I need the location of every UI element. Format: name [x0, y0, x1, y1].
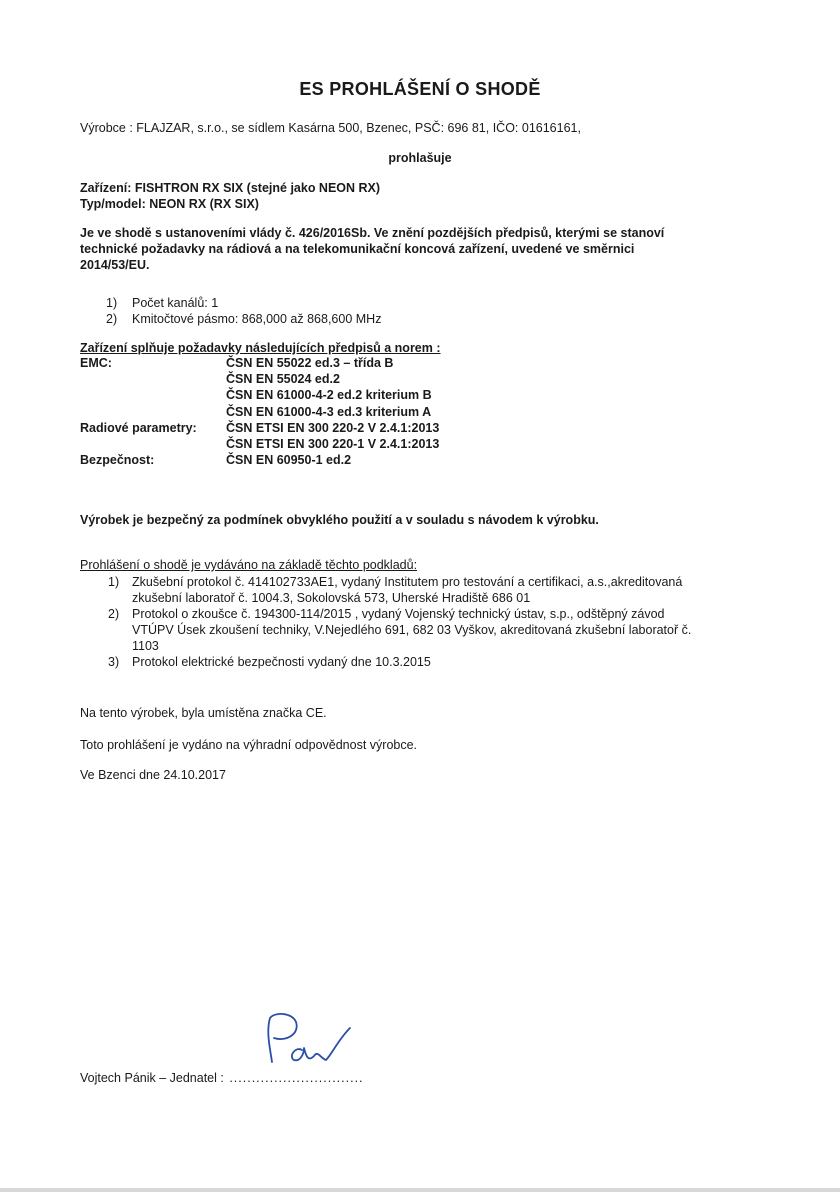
list-item [106, 311, 666, 327]
standard-value: ČSN ETSI EN 300 220-2 V 2.4.1:2013 [226, 420, 440, 435]
standard-category: Bezpečnost: [80, 453, 155, 468]
parameter-text: Počet kanálů: 1 [132, 296, 219, 310]
list-number: 2) [108, 607, 120, 621]
list-number: 2) [106, 312, 118, 326]
standard-value: ČSN EN 55022 ed.3 – třída B [226, 356, 394, 370]
table-row [80, 452, 439, 468]
basis-text: Zkušební protokol č. 414102733AE1, vydaný Institutem pro testování a certifikaci, a.s.,akreditovaná zkušební laboratoř č. 1004.3, Sokolovská 573, Uherské Hradiště 686 01 [132, 575, 683, 605]
responsibility-statement: Toto prohlášení je vydáno na výhradní odpovědnost výrobce. [80, 738, 418, 752]
manufacturer-line: Výrobce : FLAJZAR, s.r.o., se sídlem Kasárna 500, Bzenec, PSČ: 696 81, IČO: 01616161, [80, 121, 581, 135]
list-item [108, 574, 700, 606]
basis-text: Protokol o zkoušce č. 194300-114/2015 , vydaný Vojenský technický ústav, s.p., odštěpný závod VTÚPV Úsek zkoušení techniky, V.Nejedlého 691, 682 03 Vyškov, akreditovaná zkušební laboratoř č. 1103 [132, 607, 692, 653]
parameter-list [106, 295, 666, 327]
list-number: 1) [108, 575, 120, 589]
standard-category [80, 436, 226, 452]
standard-category [80, 404, 226, 420]
signatory-name: Vojtech Pánik – Jednatel [80, 1071, 217, 1085]
standard-value: ČSN ETSI EN 300 220-1 V 2.4.1:2013 [226, 437, 440, 452]
list-item [108, 606, 700, 654]
list-item [106, 295, 666, 311]
standard-value: ČSN EN 60950-1 ed.2 [226, 453, 352, 468]
standard-category [80, 387, 226, 403]
basis-section [80, 557, 700, 670]
list-item [108, 654, 700, 670]
table-row [80, 371, 439, 387]
basis-heading: Prohlášení o shodě je vydáváno na základě těchto podkladů: [80, 558, 418, 572]
device-line: Zařízení: FISHTRON RX SIX (stejné jako NEON RX) [80, 181, 381, 195]
standard-value: ČSN EN 61000-4-3 ed.3 kriterium A [226, 404, 432, 419]
standard-category: Radiové parametry: [80, 420, 197, 435]
standard-category: EMC: [80, 356, 112, 370]
standard-value: ČSN EN 55024 ed.2 [226, 372, 340, 387]
table-row [80, 387, 439, 403]
parameter-text: Kmitočtové pásmo: 868,000 až 868,600 MHz [132, 312, 382, 326]
signature-dots: : .............................. [220, 1071, 364, 1085]
place-date: Ve Bzenci dne 24.10.2017 [80, 768, 226, 782]
document-title: ES PROHLÁŠENÍ O SHODĚ [299, 79, 541, 99]
declares-word: prohlašuje [388, 151, 452, 165]
standard-value: ČSN EN 61000-4-2 ed.2 kriterium B [226, 388, 432, 403]
basis-list [108, 574, 700, 670]
signatory-line [80, 1070, 364, 1086]
standards-table [80, 355, 439, 468]
basis-text: Protokol elektrické bezpečnosti vydaný dne 10.3.2015 [132, 655, 431, 669]
list-number: 3) [108, 655, 120, 669]
page-edge [0, 1188, 840, 1192]
table-row [80, 420, 439, 436]
standards-heading: Zařízení splňuje požadavky následujících předpisů a norem : [80, 341, 441, 355]
standard-category [80, 371, 226, 387]
table-row [80, 404, 439, 420]
compliance-statement: Je ve shodě s ustanoveními vlády č. 426/2016Sb. Ve znění pozdějších předpisů, kterými se stanoví technické požadavky na rádiová a na telekomunikační koncová zařízení, uvedené ve směrnici 2014/53/EU. [80, 226, 665, 272]
list-number: 1) [106, 296, 118, 310]
table-row [80, 355, 439, 371]
type-model-line: Typ/model: NEON RX (RX SIX) [80, 197, 259, 211]
safety-statement: Výrobek je bezpečný za podmínek obvyklého použití a v souladu s návodem k výrobku. [80, 513, 599, 527]
table-row [80, 436, 439, 452]
ce-mark-statement: Na tento výrobek, byla umístěna značka CE. [80, 706, 327, 720]
